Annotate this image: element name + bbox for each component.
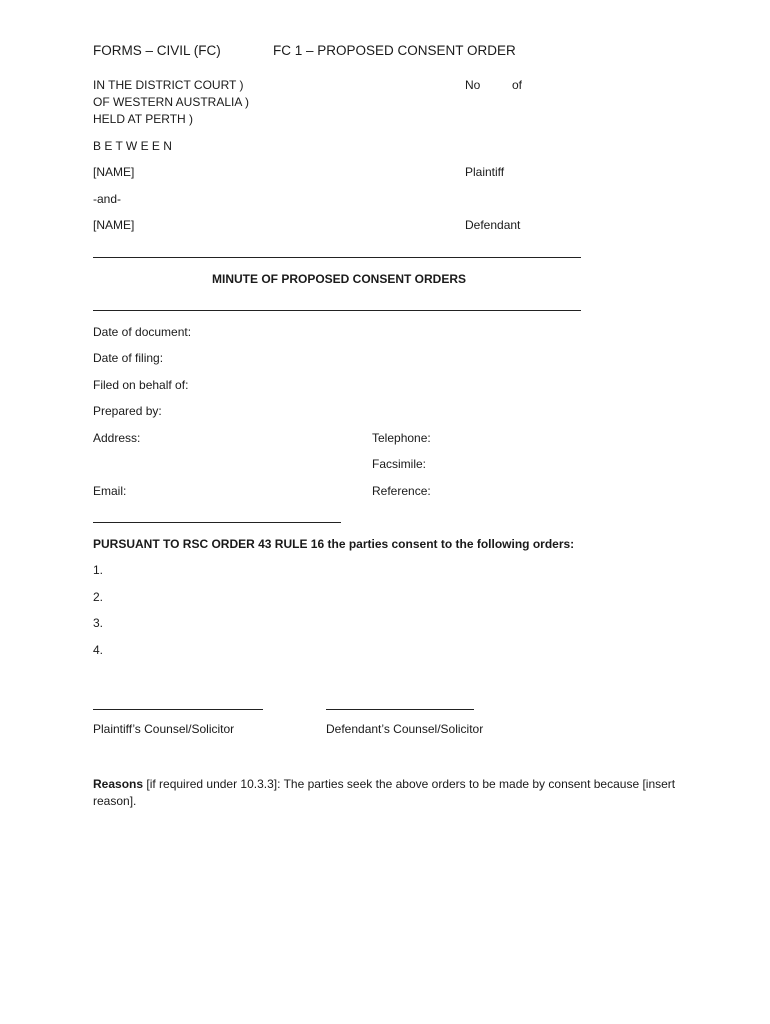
order-item: 3. (93, 616, 104, 630)
order-item: 1. (93, 563, 104, 577)
and-label: -and- (93, 192, 122, 206)
telephone-label: Telephone: (372, 431, 431, 445)
court-line-1: IN THE DISTRICT COURT ) (93, 78, 244, 92)
court-line-2: OF WESTERN AUSTRALIA ) (93, 95, 250, 109)
plaintiff-label: Plaintiff (465, 165, 505, 179)
reasons-label: Reasons (93, 777, 144, 791)
filed-on-behalf-label: Filed on behalf of: (93, 378, 189, 392)
case-no-label: No (465, 78, 481, 92)
date-of-filing-label: Date of filing: (93, 351, 164, 365)
defendant-label: Defendant (465, 218, 521, 232)
address-label: Address: (93, 431, 141, 445)
defendant-counsel-label: Defendant’s Counsel/Solicitor (326, 722, 484, 736)
plaintiff-counsel-label: Plaintiff’s Counsel/Solicitor (93, 722, 235, 736)
between-label: B E T W E E N (93, 139, 172, 153)
order-item: 2. (93, 590, 104, 604)
court-line-3: HELD AT PERTH ) (93, 112, 194, 126)
divider-top (93, 257, 581, 258)
pursuant-statement: PURSUANT TO RSC ORDER 43 RULE 16 the parties consent to the following orders: (93, 537, 575, 551)
divider-bottom (93, 310, 581, 311)
defendant-signature-line (326, 709, 474, 710)
defendant-name: [NAME] (93, 218, 135, 232)
plaintiff-name: [NAME] (93, 165, 135, 179)
divider-details (93, 522, 341, 523)
case-of-label: of (512, 78, 523, 92)
facsimile-label: Facsimile: (372, 457, 427, 471)
forms-label: FORMS – CIVIL (FC) (93, 43, 221, 58)
date-of-document-label: Date of document: (93, 325, 192, 339)
prepared-by-label: Prepared by: (93, 404, 162, 418)
email-label: Email: (93, 484, 127, 498)
reasons-text: [if required under 10.3.3]: The parties seek the above orders to be made by consent because [insert reason]. (93, 777, 676, 808)
order-item: 4. (93, 643, 104, 657)
minute-title: MINUTE OF PROPOSED CONSENT ORDERS (212, 272, 467, 286)
reference-label: Reference: (372, 484, 431, 498)
form-title: FC 1 – PROPOSED CONSENT ORDER (273, 43, 516, 58)
reasons-paragraph (93, 776, 693, 810)
plaintiff-signature-line (93, 709, 263, 710)
